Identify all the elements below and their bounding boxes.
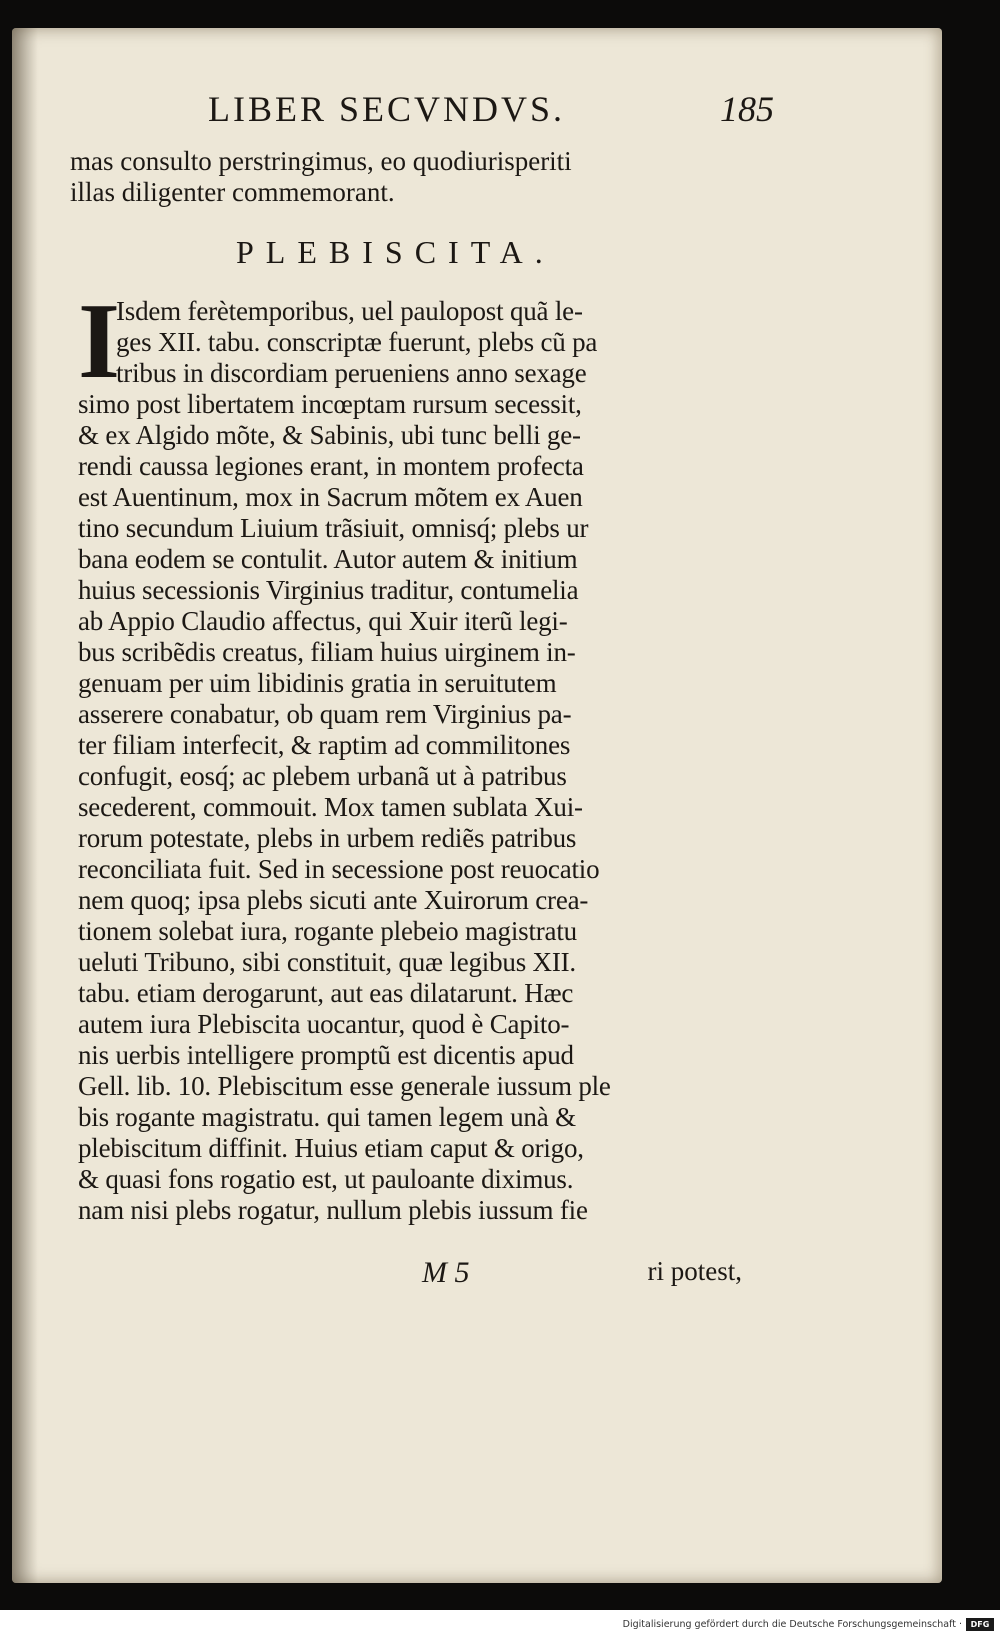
text-line: nem quoq; ipsa plebs sicuti ante Xuirorum crea- [78,885,589,915]
running-title: LIBER SECVNDVS. [208,89,566,129]
text-line: Isdem ferètemporibus, uel paulopost quã le- [116,296,583,326]
text-line: tionem solebat iura, rogante plebeio magistratu [78,916,577,946]
text-line: & quasi fons rogatio est, ut pauloante diximus. [78,1164,574,1194]
text-line: bis rogante magistratu. qui tamen legem unà & [78,1102,576,1132]
text-line: huius secessionis Virginius traditur, contumelia [78,575,579,605]
continued-text [70,146,770,208]
text-line: genuam per uim libidinis gratia in seruitutem [78,668,557,698]
folio-number: 185 [720,89,774,129]
text-line: autem iura Plebiscita uocantur, quod è Capito- [78,1009,570,1039]
dfg-logo-icon: DFG [966,1618,994,1631]
text-line: tino secundum Liuium trãsiuit, omnisq́; plebs ur [78,513,589,543]
text-line: nis uerbis intelligere promptũ est dicentis apud [78,1040,574,1070]
text-line: ter filiam interfecit, & raptim ad commilitones [78,730,571,760]
text-line: ges XII. tabu. conscriptæ fuerunt, plebs cũ pa [116,327,598,357]
text-line: reconciliata fuit. Sed in secessione post reuocatio [78,854,600,884]
text-line: Gell. lib. 10. Plebiscitum esse generale iussum ple [78,1071,611,1101]
catchword: ri potest, [647,1256,742,1286]
text-line: simo post libertatem incœptam rursum secessit, [78,389,582,419]
text-line: plebiscitum diffinit. Huius etiam caput & origo, [78,1133,584,1163]
text-line: est Auentinum, mox in Sacrum mõtem ex Auen [78,482,583,512]
gutter-shadow [12,28,38,1583]
body-lines [78,296,783,1226]
footer-bar [0,1610,1000,1641]
drop-cap: I [78,282,121,401]
text-line: ab Appio Claudio affectus, qui Xuir iterũ legi- [78,606,568,636]
text-line: rendi caussa legiones erant, in montem profecta [78,451,584,481]
running-head [208,88,774,138]
book-page [12,28,942,1583]
text-line: confugit, eosq́; ac plebem urbanã ut à patribus [78,761,567,791]
text-line: secederent, commouit. Mox tamen sublata Xui- [78,792,583,822]
text-line: rorum potestate, plebs in urbem rediẽs patribus [78,823,577,853]
text-line: illas diligenter commemorant. [70,177,395,207]
text-line: bana eodem se contulit. Autor autem & initium [78,544,578,574]
text-line: mas consulto perstringimus, eo quodiurisperiti [70,146,572,176]
text-line: tabu. etiam derogarunt, aut eas dilatarunt. Hæc [78,978,574,1008]
text-line: nam nisi plebs rogatur, nullum plebis iussum fie [78,1195,588,1225]
main-text-block [78,282,783,1246]
text-line: bus scribẽdis creatus, filiam huius uirginem in- [78,637,576,667]
footer-credit: Digitalisierung gefördert durch die Deutsche Forschungsgemeinschaft · [622,1619,962,1630]
text-line: tribus in discordiam perueniens anno sexage [116,358,587,388]
signature-mark: M 5 [422,1256,470,1289]
section-heading: PLEBISCITA. [236,234,555,270]
text-line: ueluti Tribuno, sibi constituit, quæ legibus XII. [78,947,576,977]
signature-line [422,1256,742,1296]
text-line: & ex Algido mõte, & Sabinis, ubi tunc belli ge- [78,420,581,450]
text-line: asserere conabatur, ob quam rem Virginius pa- [78,699,572,729]
